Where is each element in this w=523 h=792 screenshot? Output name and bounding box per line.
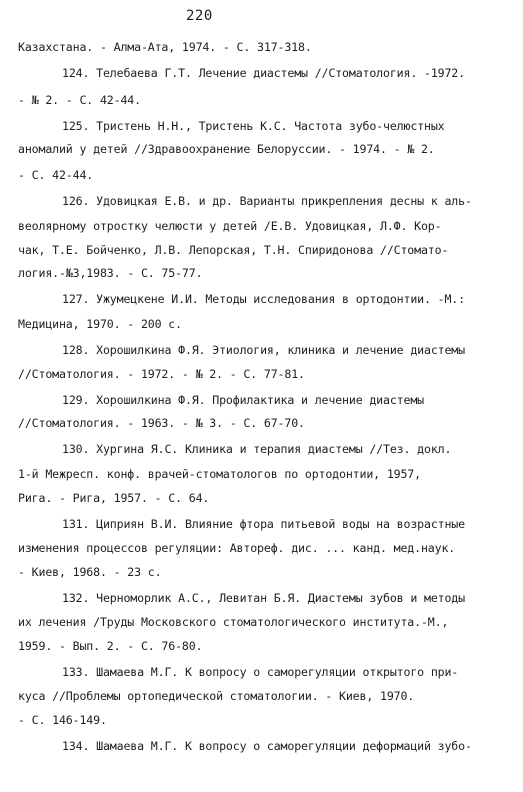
text-line: аномалий у детей //Здравоохранение Белоруссии. - 1974. - № 2. — [18, 142, 435, 156]
text-line: чак, Т.Е. Бойченко, Л.В. Лепорская, Т.Н. Спиридонова //Стомато- — [18, 243, 449, 257]
text-line: изменения процессов регуляции: Автореф. дис. ... канд. мед.наук. — [18, 541, 456, 555]
text-line: 127. Ужумецкене И.И. Методы исследования в ортодонтии. -М.: — [62, 292, 465, 306]
text-line: 125. Тристень Н.Н., Тристень К.С. Частота зубо-челюстных — [62, 119, 445, 133]
text-line: - С. 42-44. — [18, 168, 94, 182]
text-line: 131. Циприян В.И. Влияние фтора питьевой воды на возрастные — [62, 517, 465, 531]
text-line: 128. Хорошилкина Ф.Я. Этиология, клиника и лечение диастемы — [62, 343, 465, 357]
text-line: 126. Удовицкая Е.В. и др. Варианты прикрепления десны к аль- — [62, 194, 472, 208]
text-line: их лечения /Труды Московского стоматологического института.-М., — [18, 615, 449, 629]
text-line: куса //Проблемы ортопедической стоматологии. - Киев, 1970. — [18, 689, 415, 703]
text-line: Рига. - Рига, 1957. - С. 64. — [18, 491, 210, 505]
text-line: веолярному отростку челюсти у детей /Е.В. Удовицкая, Л.Ф. Кор- — [18, 219, 442, 233]
text-line: 129. Хорошилкина Ф.Я. Профилактика и лечение диастемы — [62, 393, 424, 407]
text-line: 132. Черноморлик А.С., Левитан Б.Я. Диастемы зубов и методы — [62, 591, 465, 605]
text-line: Медицина, 1970. - 200 с. — [18, 317, 182, 331]
text-line: - С. 146-149. — [18, 713, 107, 727]
text-line: 1-й Межресп. конф. врачей-стоматологов по ортодонтии, 1957, — [18, 467, 421, 481]
text-line: - Киев, 1968. - 23 с. — [18, 565, 162, 579]
text-line: 1959. - Вып. 2. - С. 76-80. — [18, 639, 203, 653]
text-line: 133. Шамаева М.Г. К вопросу о саморегуляции открытого при- — [62, 665, 459, 679]
text-line: - № 2. - С. 42-44. — [18, 93, 141, 107]
text-line: //Стоматология. - 1972. - № 2. - С. 77-81. — [18, 367, 305, 381]
text-line: логия.-№3,1983. - С. 75-77. — [18, 266, 203, 280]
text-line: 130. Хургина Я.С. Клиника и терапия диастемы //Тез. докл. — [62, 442, 452, 456]
text-line: 124. Телебаева Г.Т. Лечение диастемы //Стоматология. -1972. — [62, 66, 465, 80]
text-line: //Стоматология. - 1963. - № 3. - С. 67-70. — [18, 416, 305, 430]
text-line: 134. Шамаева М.Г. К вопросу о саморегуляции деформаций зубо- — [62, 739, 472, 753]
text-line: Казахстана. - Алма-Ата, 1974. - С. 317-318. — [18, 40, 312, 54]
page-number: 220 — [186, 8, 213, 24]
